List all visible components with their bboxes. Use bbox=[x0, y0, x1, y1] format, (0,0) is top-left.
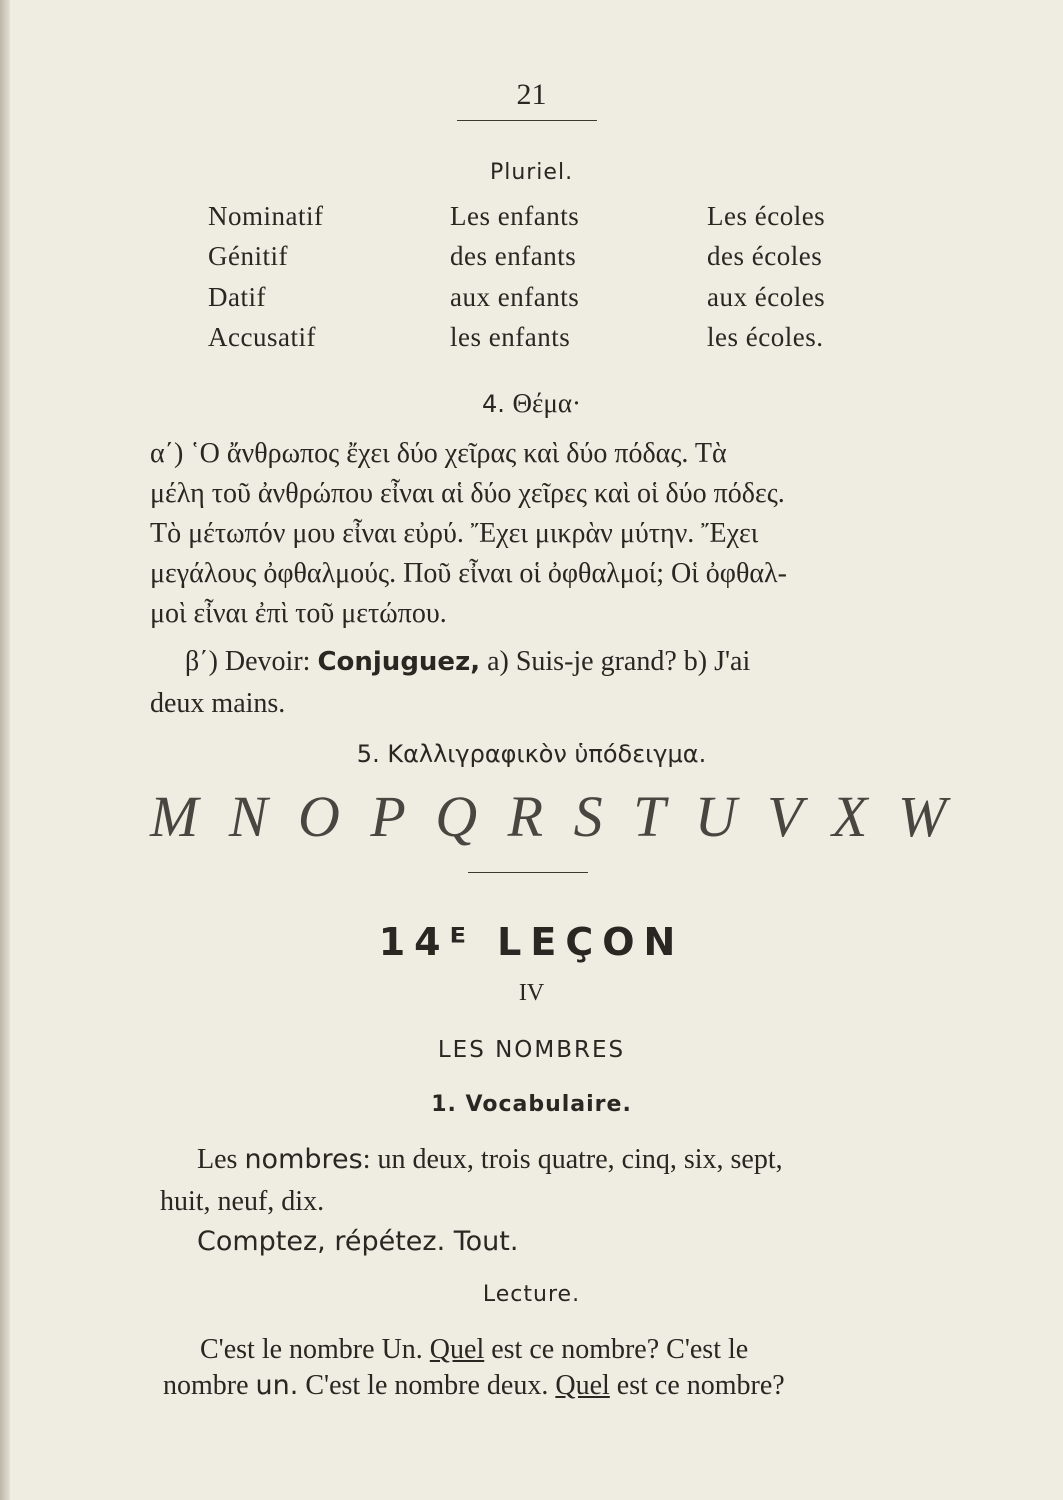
page-number: 21 bbox=[516, 78, 547, 111]
case-label: Nominatif bbox=[208, 201, 324, 231]
vocab-numbers-list: : un deux, trois quatre, cinq, six, sept, bbox=[362, 1144, 783, 1175]
lecture-text: nombre bbox=[163, 1370, 249, 1401]
vocab-line-3: Comptez, répétez. Tout. bbox=[197, 1226, 519, 1257]
section-rule bbox=[468, 872, 588, 873]
case-label: Datif bbox=[208, 282, 266, 312]
lecture-text: est ce nombre? C'est le bbox=[491, 1334, 749, 1365]
lecture-quel: Quel bbox=[429, 1334, 485, 1365]
lecture-heading: Lecture. bbox=[482, 1282, 581, 1307]
enfants-form: des enfants bbox=[450, 241, 577, 271]
case-label: Génitif bbox=[208, 241, 288, 271]
declension-row bbox=[0, 241, 1063, 281]
section-4-number: 4. bbox=[482, 390, 505, 418]
enfants-form: aux enfants bbox=[450, 282, 580, 312]
greek-line: Τὸ μέτωπόν μου εἶναι εὐρύ. Ἔχει μικρὰν μύτην. Ἔχει bbox=[150, 518, 759, 549]
calligraphy-sample: M N O P Q R S T U V X W bbox=[150, 784, 955, 849]
lecture-line-2 bbox=[163, 1366, 785, 1406]
ecoles-form: Les écoles bbox=[707, 201, 826, 231]
case-label: Accusatif bbox=[208, 322, 316, 352]
declension-row bbox=[0, 282, 1063, 322]
enfants-form: les enfants bbox=[450, 322, 571, 352]
devoir-text: a) Suis-je grand? b) J'ai bbox=[487, 646, 751, 677]
vocab-nombres: nombres bbox=[244, 1144, 363, 1175]
greek-line: μέλη τοῦ ἀνθρώπου εἶναι αἱ δύο χεῖρες καὶ οἱ δύο πόδες. bbox=[150, 478, 785, 509]
greek-exercise bbox=[150, 434, 930, 634]
lecture-line-1 bbox=[200, 1330, 748, 1370]
vocabulary-heading: 1. Vocabulaire. bbox=[431, 1092, 632, 1117]
lecture-text: C'est le nombre Un. bbox=[200, 1334, 423, 1365]
header-rule bbox=[457, 120, 597, 121]
enfants-form: Les enfants bbox=[450, 201, 580, 231]
lesson-subject: LES NOMBRES bbox=[437, 1037, 626, 1063]
vocab-line-2: huit, neuf, dix. bbox=[160, 1186, 325, 1217]
section-4-heading bbox=[0, 388, 1063, 419]
pluriel-heading: Pluriel. bbox=[489, 160, 574, 185]
lecture-text: C'est le nombre deux. bbox=[305, 1370, 549, 1401]
devoir-line-2: deux mains. bbox=[150, 688, 286, 719]
greek-line: μοὶ εἶναι ἐπὶ τοῦ μετώπου. bbox=[150, 598, 447, 629]
lecture-quel: Quel bbox=[555, 1370, 610, 1401]
lecture-un: un. bbox=[255, 1370, 299, 1401]
ecoles-form: des écoles bbox=[707, 241, 823, 271]
vocab-line-1 bbox=[197, 1140, 783, 1180]
ecoles-form: les écoles. bbox=[707, 322, 824, 352]
devoir-label: β΄) Devoir: bbox=[185, 646, 311, 677]
lesson-roman-number: IV bbox=[518, 980, 545, 1006]
lecture-text: est ce nombre? bbox=[616, 1370, 785, 1401]
section-4-title: Θέμα· bbox=[512, 388, 581, 418]
conjuguez-word: Conjuguez, bbox=[317, 647, 481, 677]
lesson-title: 14ᴱ LEÇON bbox=[378, 920, 685, 964]
vocab-les: Les bbox=[197, 1144, 238, 1175]
declension-row bbox=[0, 201, 1063, 241]
greek-line: α΄) ῾Ο ἄνθρωπος ἔχει δύο χεῖρας καὶ δύο πόδας. Τὰ bbox=[150, 438, 727, 469]
declension-row bbox=[0, 322, 1063, 362]
devoir-line bbox=[185, 642, 750, 682]
section-5-heading: 5. Καλλιγραφικὸν ὑπόδειγμα. bbox=[356, 740, 707, 768]
ecoles-form: aux écoles bbox=[707, 282, 826, 312]
greek-line: μεγάλους ὀφθαλμούς. Ποῦ εἶναι οἱ ὀφθαλμοί; Οἱ ὀφθαλ- bbox=[150, 558, 787, 589]
